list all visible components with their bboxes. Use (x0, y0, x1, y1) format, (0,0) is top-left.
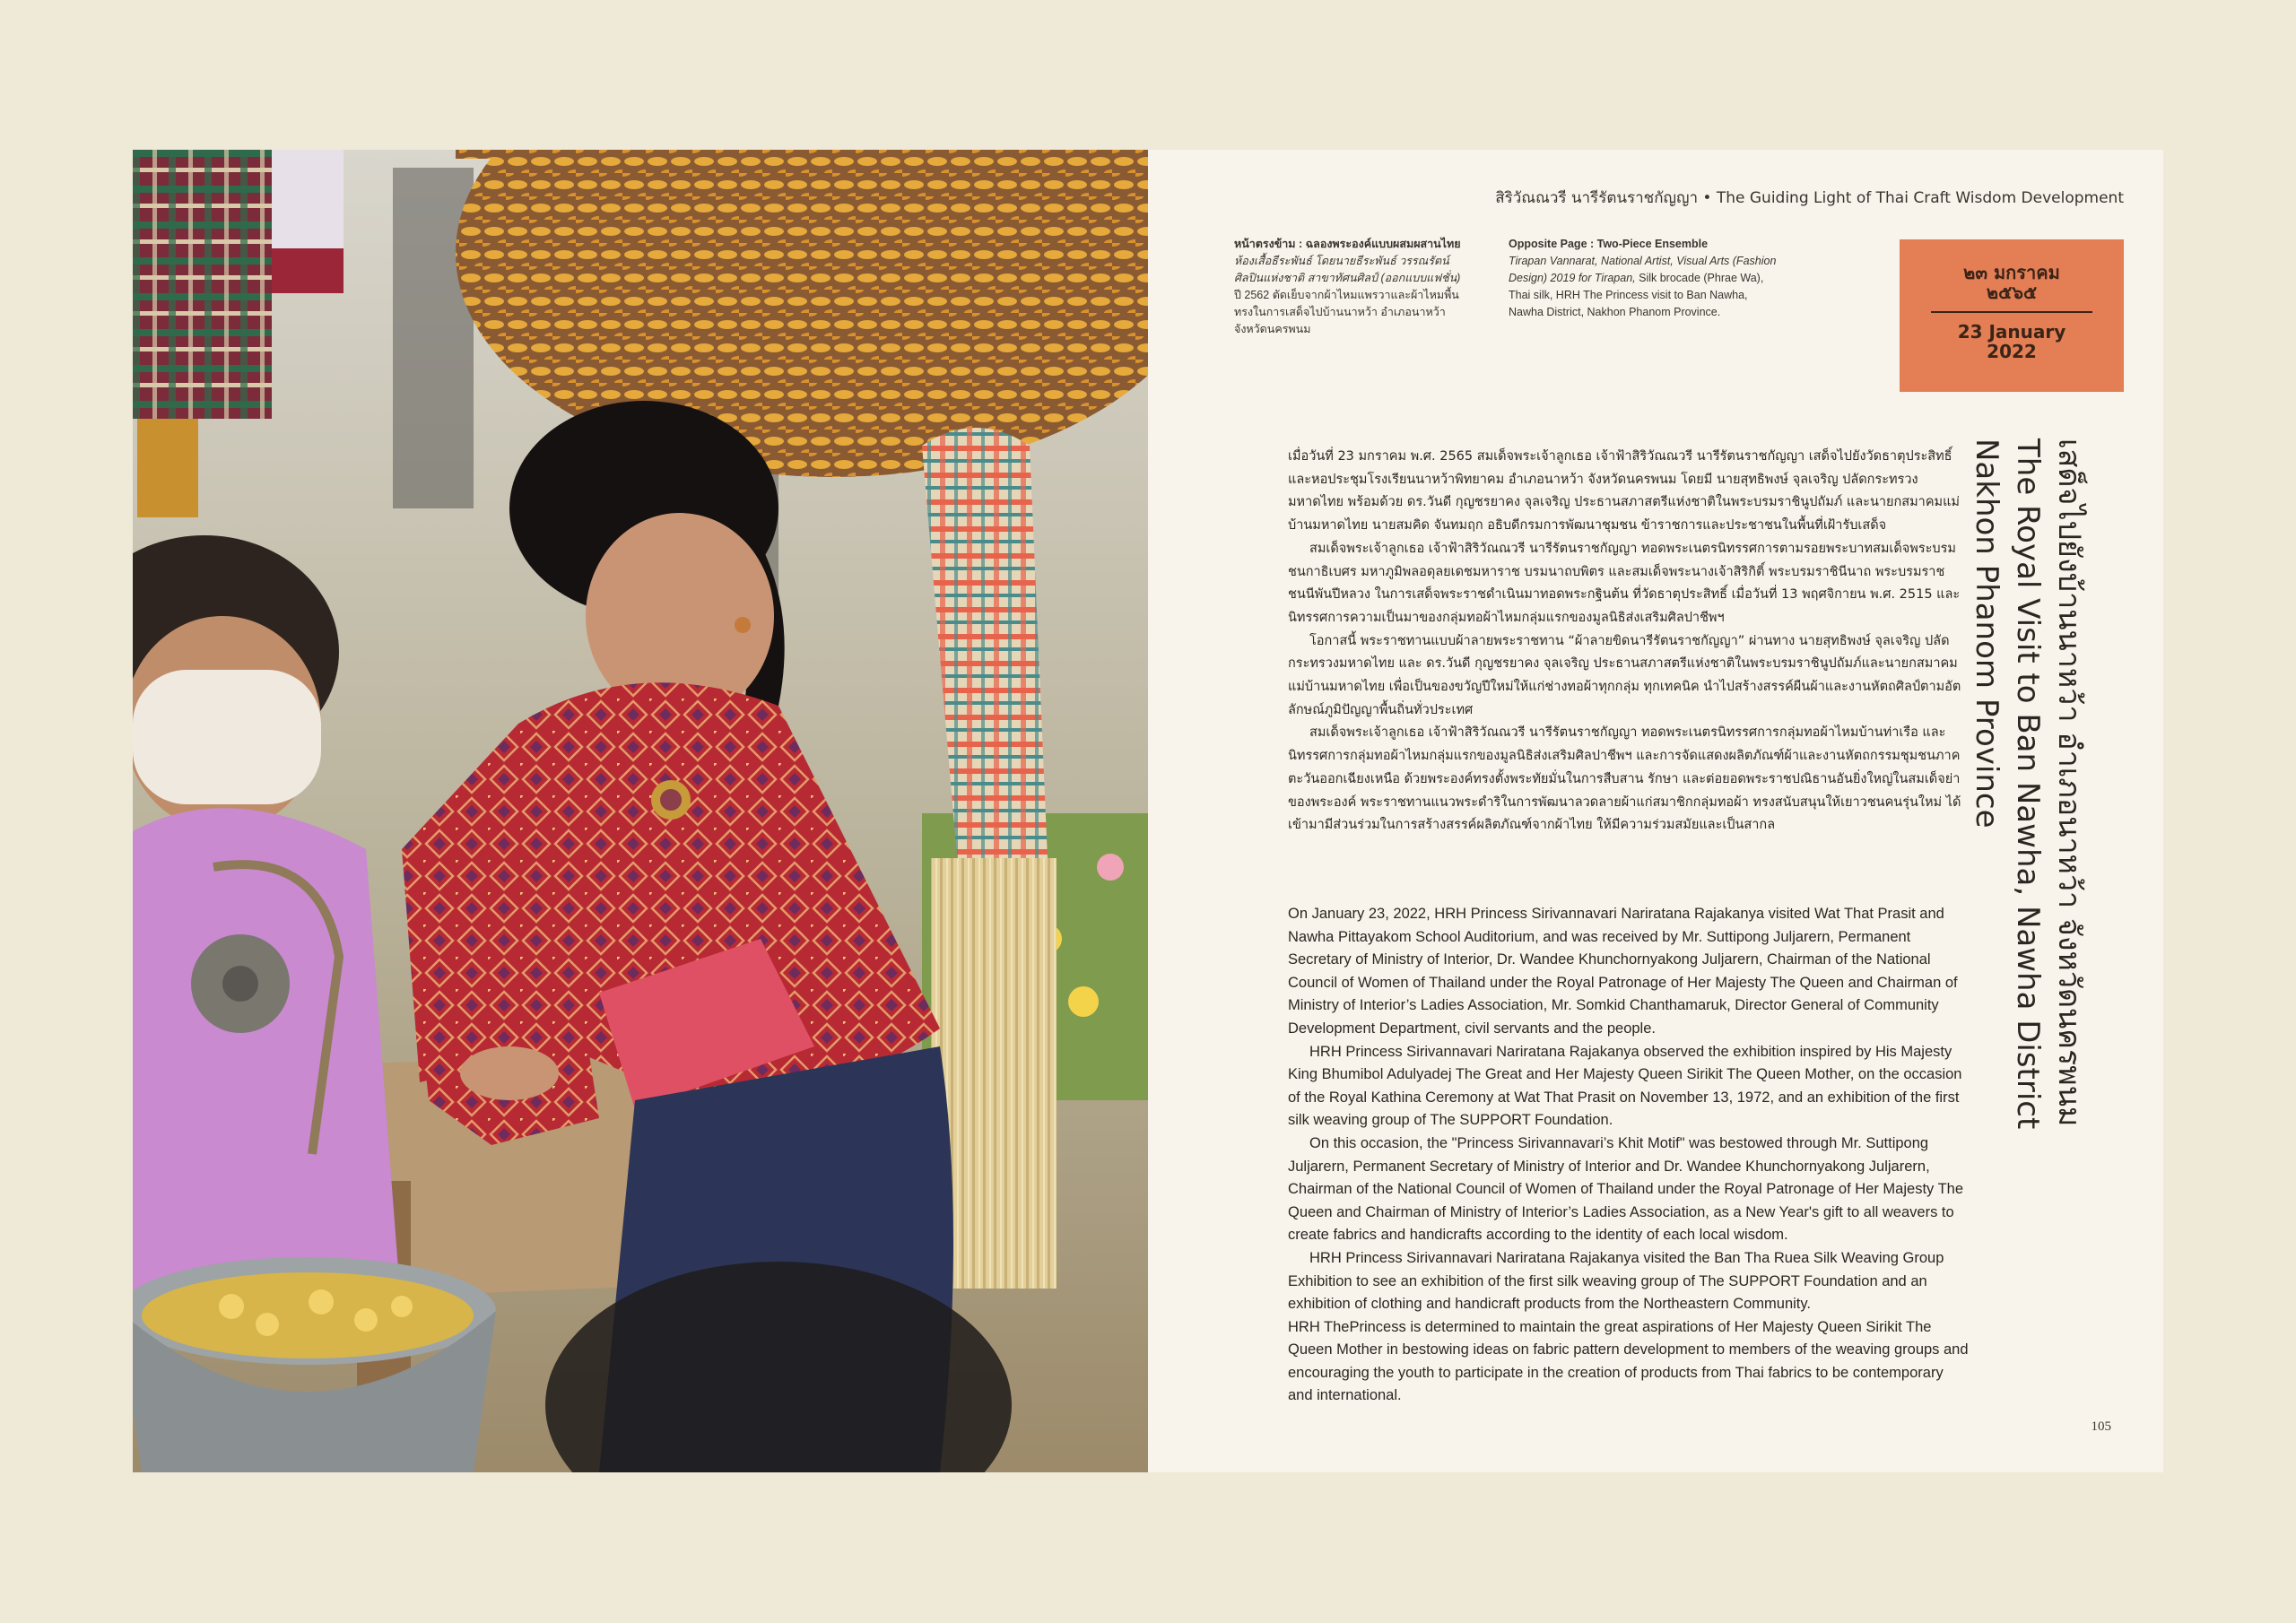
caption-english-title: Opposite Page : Two-Piece Ensemble (1509, 238, 1709, 250)
english-paragraph: On January 23, 2022, HRH Princess Sirivannavari Nariratana Rajakanya visited Wat That Prasit and Nawha Pittayakom School Auditorium, and was received by Mr. Suttipong Juljarern, Permanent Secretary of Ministry of Interior, Dr. Wandee Khunchornyakong Juljarern, Chairman of the National Council of Women of Thailand under the Royal Patronage of Her Majesty The Queen and Chairman of Ministry of Interior’s Ladies Association, Mr. Somkid Chanthamaruk, Director General of Community Development Department, civil servants and the people. (1288, 906, 1958, 1037)
english-paragraph: HRH ThePrincess is determined to maintain the great aspirations of Her Majesty Queen Sirikit The Queen Mother in bestowing ideas on fabric pattern development to members of the weaving groups and encouraging the youth to participate in the creation of products from Thai fabrics to be contemporary and international. (1288, 1318, 1969, 1404)
caption-thai-line: ปี 2562 ตัดเย็บจากผ้าไหมแพรวาและผ้าไหมพื้น (1234, 289, 1459, 301)
caption-english (1509, 236, 1778, 321)
english-body-text (1288, 903, 1970, 1408)
vertical-title-thai: เสด็จไปยังบ้านนาหว้า อำเภอนาหว้า จังหวัดนครพนม (2051, 438, 2087, 1127)
magazine-spread (133, 150, 2163, 1472)
caption-thai-line: ทรงในการเสด็จไปบ้านนาหว้า อำเภอนาหว้า (1234, 306, 1446, 318)
caption-english-body (1509, 253, 1778, 321)
reeling-hub (222, 966, 258, 1002)
date-divider (1931, 311, 2092, 313)
caption-thai-line: จังหวัดนครพนม (1234, 323, 1311, 335)
date-english-day-month: 23 January (1957, 321, 2066, 343)
date-box (1900, 239, 2124, 392)
princess-hands (460, 1046, 559, 1100)
date-thai (1900, 263, 2124, 302)
face-mask (133, 670, 321, 804)
flag-stripe (272, 248, 344, 293)
woman-blouse (133, 808, 402, 1315)
english-paragraph: On this occasion, the "Princess Sirivannavari’s Khit Motif" was bestowed through Mr. Suttipong Juljarern, Permanent Secretary of Ministry of Interior and Dr. Wandee Khunchornyakong Juljarern, Chairman of the National Council of Women of Thailand under the Royal Patronage of Her Majesty The Queen and Chairman of Ministry of Interior’s Ladies Association, as a New Year's gift to all weavers to create fabrics and handicrafts according to the identity of each local wisdom. (1288, 1134, 1963, 1244)
caption-thai-line: ศิลปินแห่งชาติ สาขาทัศนศิลป์ (ออกแบบแฟชั่น) (1234, 272, 1461, 284)
page-number: 105 (2091, 1419, 2111, 1434)
date-english (1900, 322, 2124, 361)
woven-tray (456, 150, 1148, 159)
vertical-title-english-2: Nakhon Phanom Province (1969, 438, 2005, 829)
caption-english-italic: Tirapan Vannarat, National Artist, Visual Arts (Fashion Design) 2019 for Tirapan, (1509, 255, 1777, 284)
thai-paragraph: สมเด็จพระเจ้าลูกเธอ เจ้าฟ้าสิริวัณณวรี นารีรัตนราชกัญญา ทอดพระเนตรนิทรรศการตามรอยพระบาทสมเด็จพระบรมชนกาธิเบศร มหาภูมิพลอดุลยเดชมหาราช บรมนาถบพิตร และสมเด็จพระนางเจ้าสิริกิติ์ พระบรมราชินีนาถ พระบรมราชชนนีพันปีหลวง ในการเสด็จพระราชดำเนินมาทอดพระกฐินต้น ที่วัดธาตุประสิทธิ์ เมื่อวันที่ 13 พฤศจิกายน พ.ศ. 2515 และนิทรรศการความเป็นมาของกลุ่มทอผ้าไหมกลุ่มแรกของมูลนิธิส่งเสริมศิลปาชีพฯ (1288, 541, 1961, 625)
photograph (133, 150, 1148, 1472)
brooch-center (660, 789, 682, 811)
photo-page (133, 150, 1148, 1472)
english-paragraph: HRH Princess Sirivannavari Nariratana Rajakanya observed the exhibition inspired by His Majesty King Bhumibol Adulyadej The Great and Her Majesty Queen Sirikit The Queen Mother, on the occasion of the Royal Kathina Ceremony at Wat That Prasit on November 13, 1972, and an exhibition of the first silk weaving group of The SUPPORT Foundation. (1288, 1043, 1962, 1129)
date-thai-day-month: ๒๓ มกราคม (1963, 262, 2060, 283)
vertical-title (1966, 438, 2090, 1129)
english-paragraph: HRH Princess Sirivannavari Nariratana Rajakanya visited the Ban Tha Ruea Silk Weaving Group Exhibition to see an exhibition of the first silk weaving group of The SUPPORT Foundation and an exhibition of clothing and handicraft products from the Northeastern Community. (1288, 1249, 1944, 1313)
earring (735, 617, 751, 633)
boiling-cocoons (142, 1272, 474, 1358)
thai-paragraph: เมื่อวันที่ 23 มกราคม พ.ศ. 2565 สมเด็จพระเจ้าลูกเธอ เจ้าฟ้าสิริวัณณวรี นารีรัตนราชกัญญา เสด็จไปยังวัดธาตุประสิทธิ์ และหอประชุมโรงเรียนนาหว้าพิทยาคม อำเภอนาหว้า จังหวัดนครพนม โดยมี นายสุทธิพงษ์ จุลเจริญ ปลัดกระทรวงมหาดไทย พร้อมด้วย ดร.วันดี กุญชรยาคง จุลเจริญ ประธานสภาสตรีแห่งชาติในพระบรมราชินูปถัมภ์ และนายกสมาคมแม่บ้านมหาดไทย นายสมคิด จันทมฤก อธิบดีกรมการพัฒนาชุมชน ข้าราชการและประชาชนในพื้นที่เฝ้ารับเสด็จ (1288, 449, 1960, 534)
date-thai-year: ๒๕๖๕ (1986, 282, 2038, 303)
caption-thai-line: ห้องเสื้อธีระพันธ์ โดยนายธีระพันธ์ วรรณรัตน์ (1234, 255, 1449, 267)
thai-paragraph: สมเด็จพระเจ้าลูกเธอ เจ้าฟ้าสิริวัณณวรี นารีรัตนราชกัญญา ทอดพระเนตรนิทรรศการกลุ่มทอผ้าไหมบ้านท่าเรือ และนิทรรศการกลุ่มทอผ้าไหมกลุ่มแรกของมูลนิธิส่งเสริมศิลปาชีพฯ และการจัดแสดงผลิตภัณฑ์ผ้าและงานหัตถกรรมชุมชนภาคตะวันออกเฉียงเหนือ ด้วยพระองค์ทรงตั้งพระทัยมั่นในการสืบสาน รักษา และต่อยอดพระราชปณิธานอันยิ่งใหญ่ในสมเด็จย่าของพระองค์ พระราชทานแนวพระดำริในการพัฒนาลวดลายผ้าแก่สมาชิกกลุ่มทอผ้า ทรงสนับสนุนให้เยาวชนคนรุ่นใหม่ ได้เข้ามามีส่วนร่วมในการสร้างสรรค์ผลิตภัณฑ์จากผ้าไทย ให้มีความร่วมสมัยและเป็นสากล (1288, 725, 1961, 833)
vertical-title-english-1: The Royal Visit to Ban Nawha, Nawha District (2010, 438, 2046, 1130)
caption-english-rest: Silk brocade (Phrae Wa), Thai silk, HRH The Princess visit to Ban Nawha, Nawha District, Nakhon Phanom Province. (1509, 272, 1764, 318)
text-page (1148, 150, 2163, 1472)
hanging-cloth (133, 150, 272, 419)
thai-paragraph: โอกาสนี้ พระราชทานแบบผ้าลายพระราชทาน “ผ้าลายขิดนารีรัตนราชกัญญา” ผ่านทาง นายสุทธิพงษ์ จุลเจริญ ปลัดกระทรวงมหาดไทย และ ดร.วันดี กุญชรยาคง จุลเจริญ ประธานสภาสตรีแห่งชาติในพระบรมราชินูปถัมภ์และนายกสมาคมแม่บ้านมหาดไทย เพื่อเป็นของขวัญปีใหม่ให้แก่ช่างทอผ้าทุกกลุ่ม ทุกเทคนิค นำไปสร้างสรรค์ผืนผ้าและงานหัตถศิลป์ตามอัตลักษณ์ภูมิปัญญาพื้นถิ่นทั่วประเทศ (1288, 633, 1961, 717)
caption-thai-title: หน้าตรงข้าม : ฉลองพระองค์แบบผสมผสานไทย (1234, 238, 1461, 250)
thai-body-text (1288, 446, 1970, 838)
cloth-fringe (137, 419, 198, 517)
caption-thai (1234, 236, 1476, 338)
date-english-year: 2022 (1987, 341, 2037, 362)
running-head: สิริวัณณวรี นารีรัตนราชกัญญา • The Guiding Light of Thai Craft Wisdom Development (1495, 189, 2124, 207)
